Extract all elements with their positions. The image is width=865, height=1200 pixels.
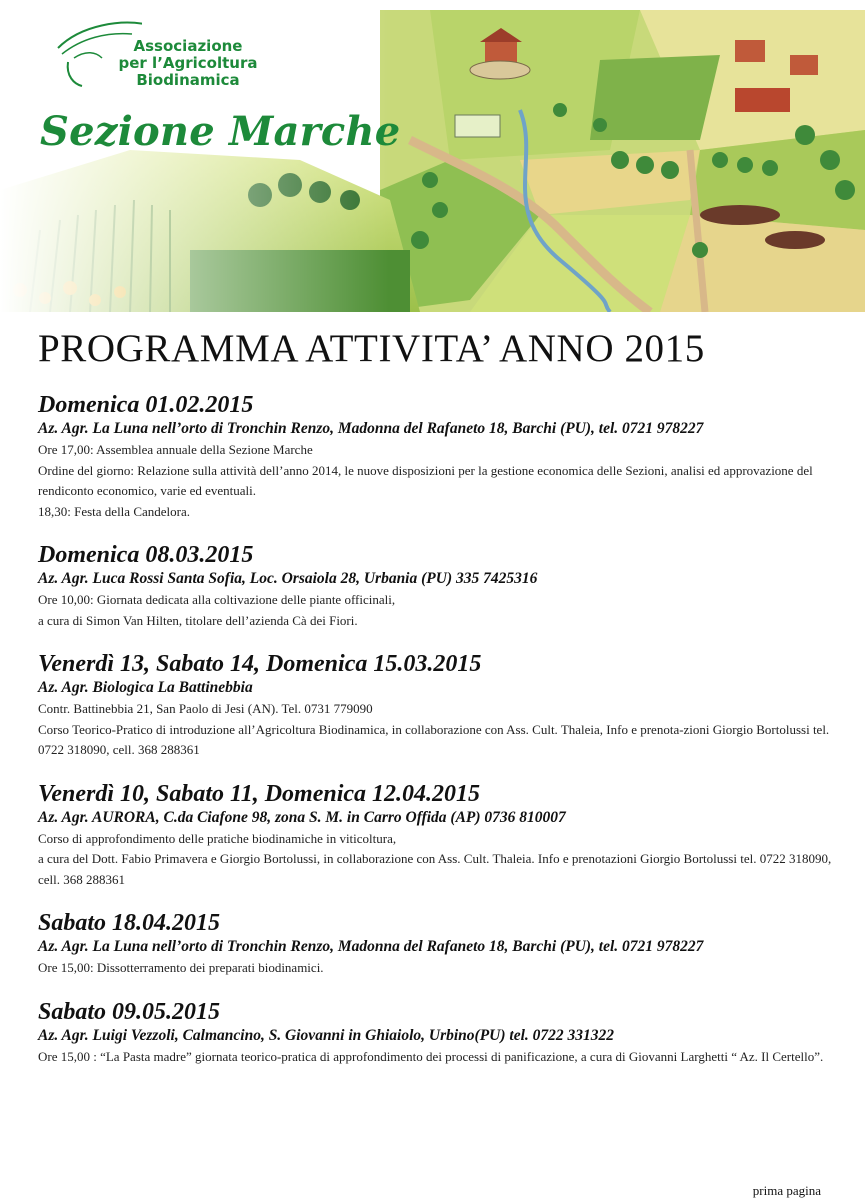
org-name-line-1: Associazione	[133, 37, 243, 55]
event-4	[38, 781, 838, 891]
event-date: Sabato 09.05.2015	[38, 998, 221, 1025]
event-line: a cura del Dott. Fabio Primavera e Giorgio Bortolussi, in collaborazione con Ass. Cult. Thaleia. Info e prenotazioni Giorgio Bortolussi tel. 0722 318090, cell. 368 288361	[38, 851, 832, 887]
org-name	[108, 38, 268, 89]
event-line: Ore 15,00: Dissotterramento dei preparati biodinamici.	[38, 960, 324, 975]
page-title: PROGRAMMA ATTIVITA’ ANNO 2015	[38, 327, 705, 370]
event-line: a cura di Simon Van Hilten, titolare dell’azienda Cà dei Fiori.	[38, 612, 358, 628]
event-line: Ore 15,00 : “La Pasta madre” giornata teorico-pratica di approfondimento dei processi di panificazione, a cura di Giovanni Larghetti “ Az. Il Certello”.	[38, 1048, 824, 1064]
page-footer-note: prima pagina	[752, 1183, 821, 1198]
event-2	[38, 542, 838, 631]
org-name-line-3: Biodinamica	[136, 71, 240, 89]
event-1	[38, 392, 838, 522]
event-date: Venerdì 13, Sabato 14, Domenica 15.03.2015	[38, 651, 482, 677]
org-name-line-2: per l’Agricoltura	[118, 54, 258, 72]
event-line: Contr. Battinebbia 21, San Paolo di Jesi (AN). Tel. 0731 779090	[38, 701, 373, 716]
event-date: Sabato 18.04.2015	[38, 910, 221, 936]
event-date: Domenica 08.03.2015	[38, 542, 254, 568]
event-farm: Az. Agr. Luca Rossi Santa Sofia, Loc. Orsaiola 28, Urbania (PU) 335 7425316	[38, 570, 538, 587]
event-3	[38, 651, 838, 761]
event-farm: Az. Agr. La Luna nell’orto di Tronchin Renzo, Madonna del Rafaneto 18, Barchi (PU), tel. 0721 978227	[38, 938, 704, 955]
event-6	[38, 999, 838, 1068]
event-farm: Az. Agr. AURORA, C.da Ciafone 98, zona S. M. in Carro Offida (AP) 0736 810007	[38, 808, 566, 826]
event-line: 18,30: Festa della Candelora.	[38, 503, 190, 519]
event-date: Venerdì 10, Sabato 11, Domenica 12.04.2015	[38, 780, 481, 807]
header-banner	[0, 0, 865, 312]
events-list	[38, 392, 838, 1087]
association-logo	[52, 18, 258, 108]
event-farm: Az. Agr. Biologica La Battinebbia	[38, 679, 253, 696]
event-date: Domenica 01.02.2015	[38, 392, 254, 418]
event-line: Ore 10,00: Giornata dedicata alla coltivazione delle piante officinali,	[38, 592, 396, 607]
event-farm: Az. Agr. Luigi Vezzoli, Calmancino, S. Giovanni in Ghiaiolo, Urbino(PU) tel. 0722 331322	[38, 1026, 615, 1044]
event-5	[38, 910, 838, 979]
event-line: Corso Teorico-Pratico di introduzione all’Agricoltura Biodinamica, in collaborazione con Ass. Cult. Thaleia, Info e prenota-zioni Giorgio Bortolussi tel. 0722 318090, cell. 368 288361	[38, 721, 830, 757]
section-name: Sezione Marche	[40, 108, 401, 155]
event-line: Corso di approfondimento delle pratiche biodinamiche in viticoltura,	[38, 830, 397, 846]
event-line: Ore 17,00: Assemblea annuale della Sezione Marche	[38, 442, 313, 457]
event-farm: Az. Agr. La Luna nell’orto di Tronchin Renzo, Madonna del Rafaneto 18, Barchi (PU), tel. 0721 978227	[38, 420, 704, 437]
event-line: Ordine del giorno: Relazione sulla attività dell’anno 2014, le nuove disposizioni per la gestione economica delle Sezioni, analisi ed approvazione del rendiconto economico, varie ed eventuali.	[38, 462, 813, 498]
